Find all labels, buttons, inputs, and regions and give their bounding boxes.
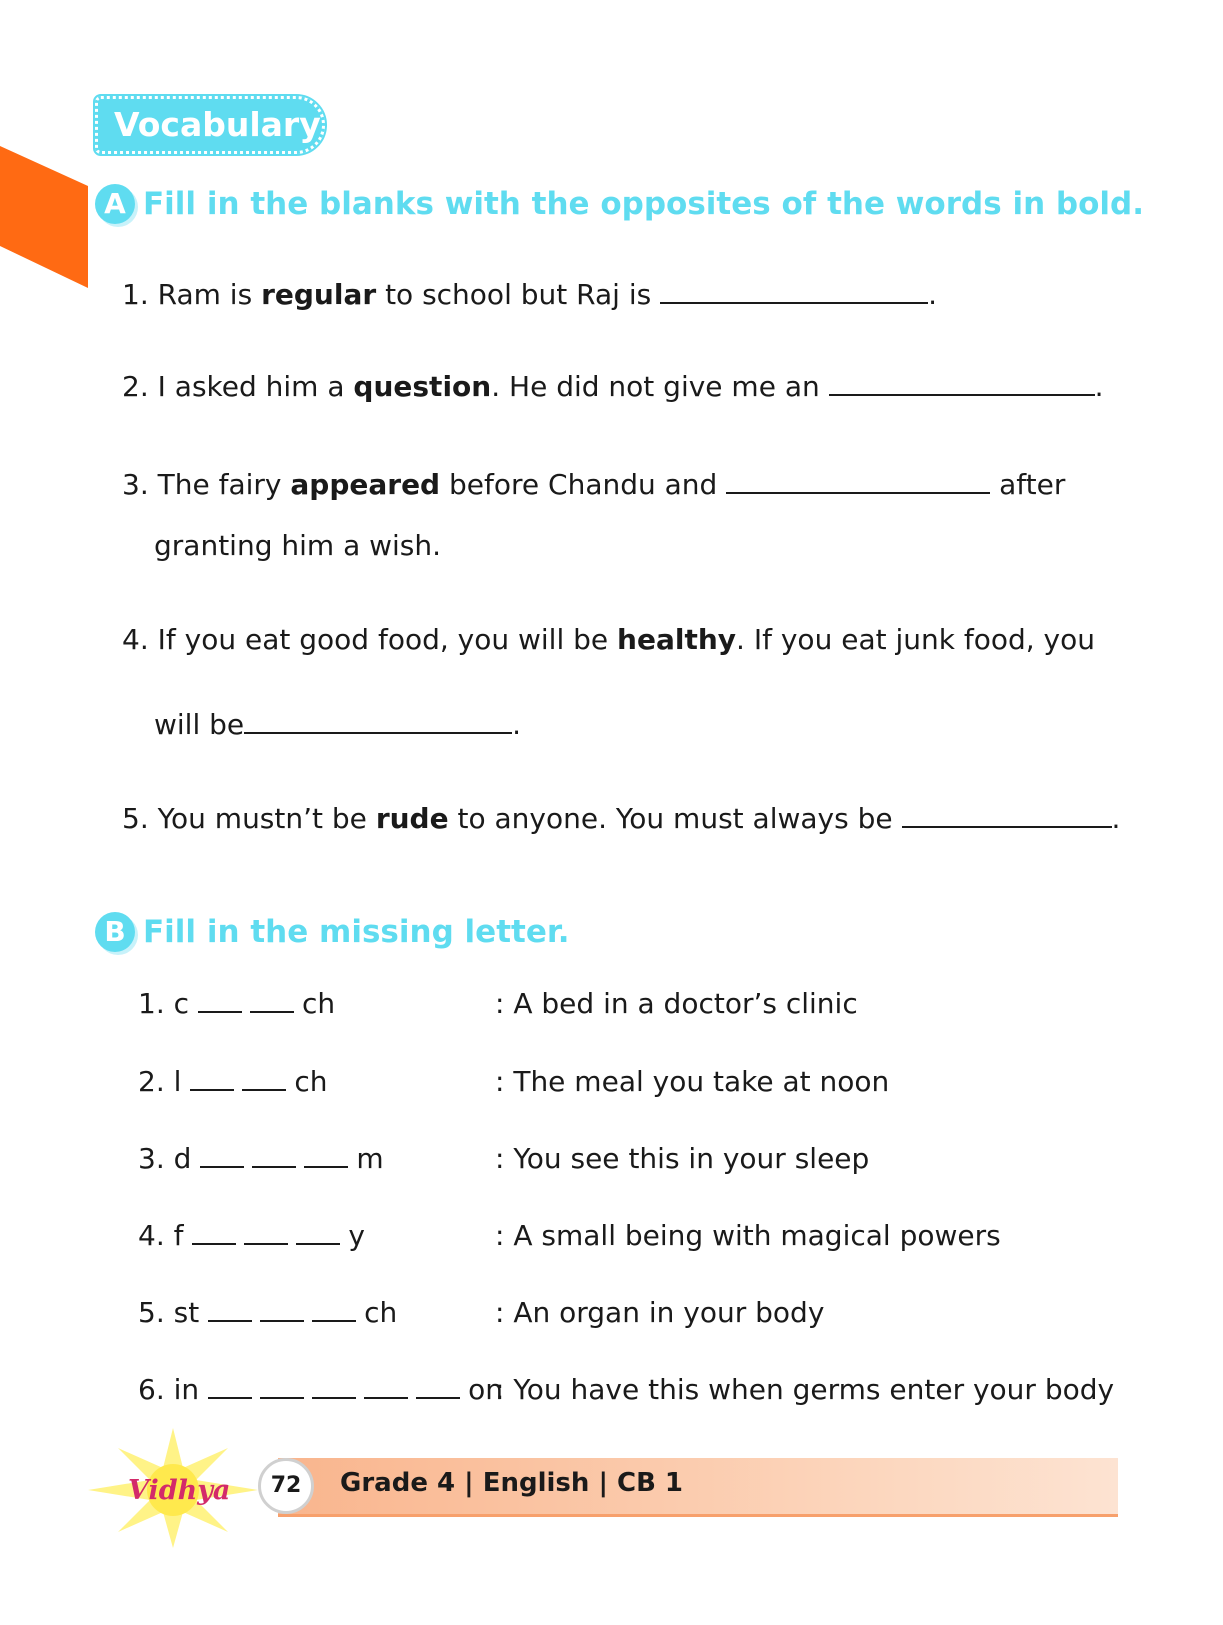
footer-text: Grade 4 | English | CB 1 [340, 1468, 684, 1498]
answer-blank[interactable] [829, 368, 1095, 396]
vocabulary-badge: Vocabulary [95, 96, 325, 154]
letter-blank[interactable] [198, 987, 242, 1013]
word-item-3: 3. d m [138, 1142, 384, 1175]
letter-blank[interactable] [208, 1373, 252, 1399]
section-b-title: Fill in the missing letter. [143, 914, 570, 950]
clue-6: : You have this when germs enter your body [495, 1373, 1115, 1406]
word-item-2: 2. l ch [138, 1065, 328, 1098]
section-a-heading [95, 184, 1144, 224]
letter-blank[interactable] [364, 1373, 408, 1399]
letter-blank[interactable] [252, 1142, 296, 1168]
orange-corner-tab [0, 146, 88, 288]
clue-5: : An organ in your body [495, 1296, 825, 1329]
letter-blank[interactable] [208, 1296, 252, 1322]
letter-blank[interactable] [304, 1142, 348, 1168]
letter-blank[interactable] [200, 1142, 244, 1168]
letter-blank[interactable] [242, 1065, 286, 1091]
question-a3: 3. The fairy appeared before Chandu and after [122, 468, 1066, 501]
word-item-4: 4. f y [138, 1219, 365, 1252]
section-b-heading [95, 912, 570, 952]
question-a5: 5. You mustn’t be rude to anyone. You must always be . [122, 802, 1121, 835]
letter-blank[interactable] [296, 1219, 340, 1245]
clue-1: : A bed in a doctor’s clinic [495, 987, 858, 1020]
answer-blank[interactable] [244, 706, 512, 734]
answer-blank[interactable] [726, 466, 990, 494]
letter-blank[interactable] [312, 1296, 356, 1322]
vidhya-logo-text: Vidhya [128, 1475, 231, 1506]
letter-blank[interactable] [192, 1219, 236, 1245]
question-a4-continuation: will be . [154, 708, 522, 741]
question-a4: 4. If you eat good food, you will be healthy. If you eat junk food, you [122, 623, 1096, 656]
letter-blank[interactable] [250, 987, 294, 1013]
word-item-6: 6. in on [138, 1373, 503, 1406]
clue-4: : A small being with magical powers [495, 1219, 1001, 1252]
letter-blank[interactable] [260, 1296, 304, 1322]
letter-blank[interactable] [244, 1219, 288, 1245]
word-item-1: 1. c ch [138, 987, 336, 1020]
question-a2: 2. I asked him a question. He did not give me an . [122, 370, 1104, 403]
page-number: 72 [258, 1458, 314, 1514]
letter-blank[interactable] [312, 1373, 356, 1399]
question-a3-continuation: granting him a wish. [154, 529, 442, 562]
answer-blank[interactable] [660, 276, 928, 304]
clue-3: : You see this in your sleep [495, 1142, 870, 1175]
clue-2: : The meal you take at noon [495, 1065, 890, 1098]
answer-blank[interactable] [902, 800, 1112, 828]
word-item-5: 5. st ch [138, 1296, 398, 1329]
question-a1: 1. Ram is regular to school but Raj is . [122, 278, 937, 311]
section-a-title: Fill in the blanks with the opposites of the words in bold. [143, 186, 1145, 222]
letter-blank[interactable] [260, 1373, 304, 1399]
section-b-letter: B [95, 912, 135, 952]
letter-blank[interactable] [190, 1065, 234, 1091]
section-a-letter: A [95, 184, 135, 224]
letter-blank[interactable] [416, 1373, 460, 1399]
